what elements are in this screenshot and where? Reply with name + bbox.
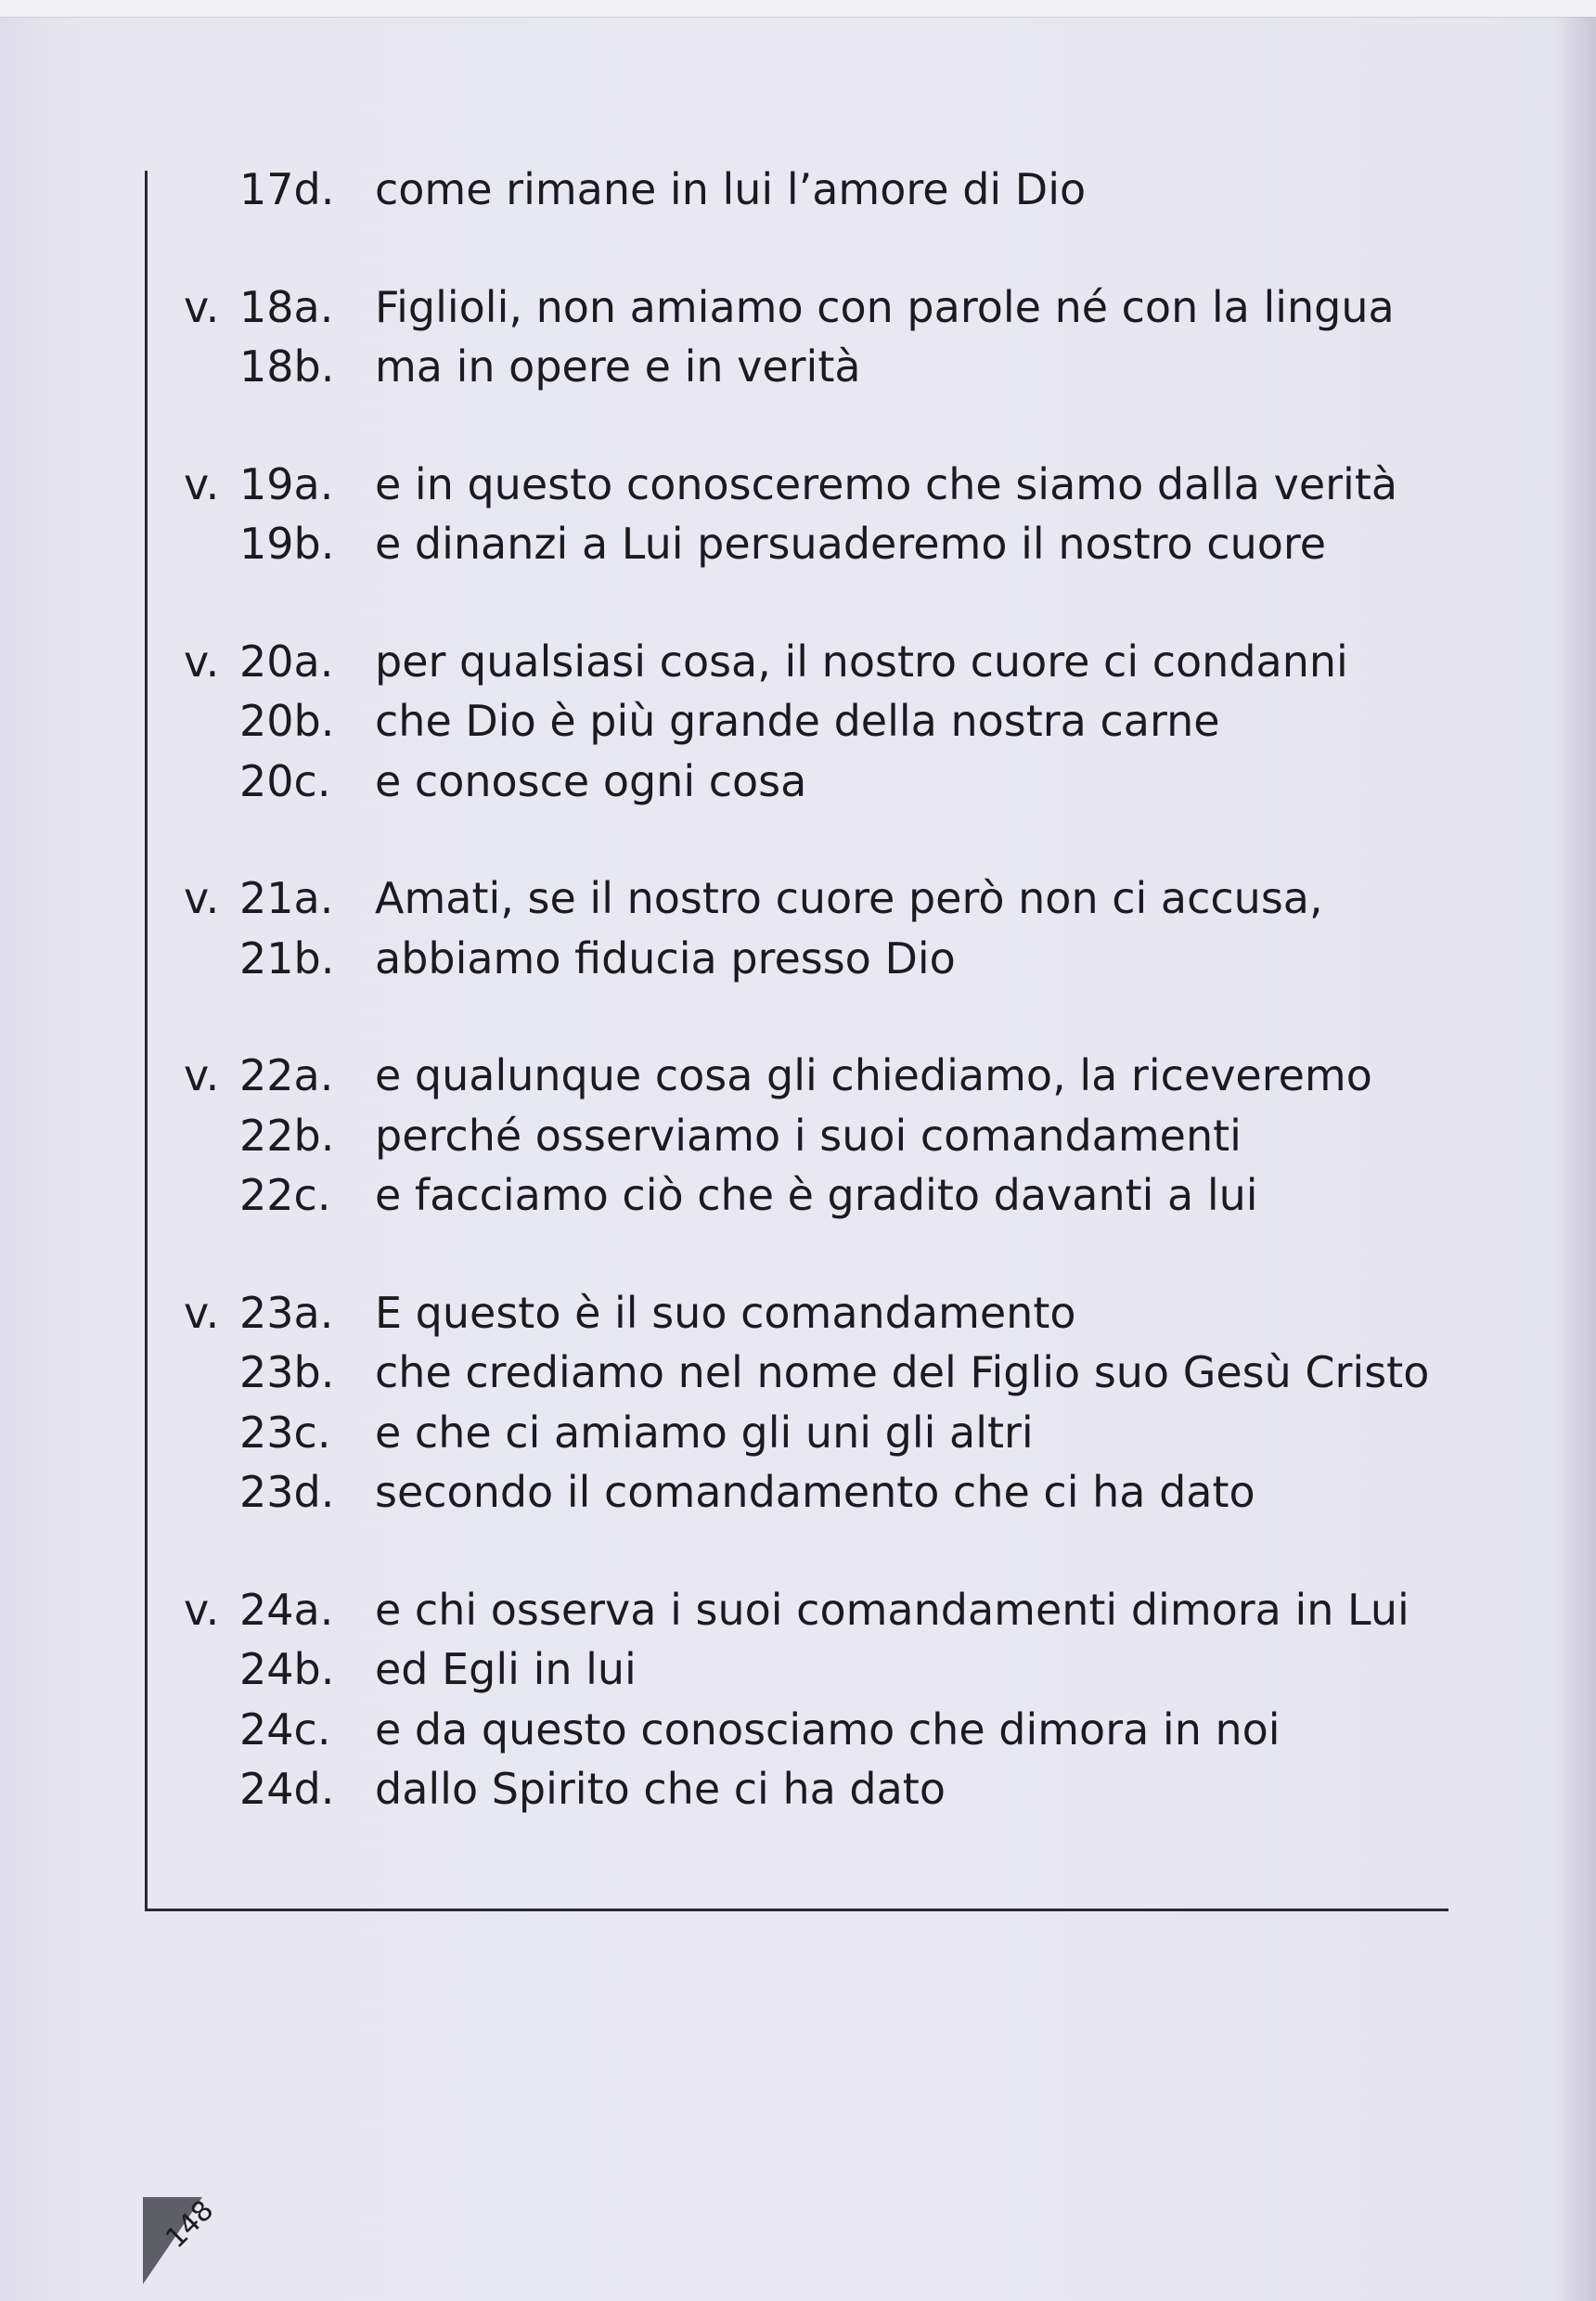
verse-text: perché osserviamo i suoi comandamenti	[375, 1110, 1242, 1161]
page-number: 148	[160, 2193, 221, 2256]
verse-line	[184, 691, 1483, 752]
verse-line	[184, 1462, 1483, 1523]
verse-text: e in questo conosceremo che siamo dalla verità	[375, 458, 1398, 509]
verse-number: 19b.	[239, 519, 335, 569]
verse-line	[184, 752, 1483, 812]
verse-text: ma in opere e in verità	[375, 341, 861, 392]
verse-text: e da questo conosciamo che dimora in noi	[375, 1703, 1281, 1755]
verse-number: 22a.	[239, 1050, 334, 1100]
verse-text: abbiamo fiducia presso Dio	[375, 932, 956, 983]
verse-line	[184, 632, 1483, 692]
verse-text: e chi osserva i suoi comandamenti dimora in Lui	[375, 1584, 1409, 1635]
verse-number: 22b.	[239, 1110, 335, 1161]
page-fold-shadow	[1553, 17, 1596, 2301]
verse-text: che Dio è più grande della nostra carne	[375, 696, 1220, 746]
verse-number: 23c.	[239, 1407, 331, 1458]
verse-number: 19a.	[239, 458, 334, 509]
verse-number: 17d.	[239, 164, 335, 214]
verse-prefix: v.	[184, 281, 220, 332]
verse-number: 23d.	[239, 1467, 335, 1517]
verse-line	[184, 1283, 1483, 1343]
verse-line	[184, 1759, 1483, 1819]
verse-number: 24c.	[239, 1703, 331, 1755]
verse-text: ed Egli in lui	[375, 1644, 637, 1694]
verse-number: 21a.	[239, 873, 334, 923]
verse-line	[184, 455, 1483, 515]
verse-text: e dinanzi a Lui persuaderemo il nostro cuore	[375, 519, 1327, 569]
verse-prefix: v.	[184, 873, 220, 923]
verse-line	[184, 1046, 1483, 1106]
verse-number: 20a.	[239, 636, 334, 687]
verse-group	[184, 1580, 1483, 1819]
verse-number: 23a.	[239, 1287, 334, 1338]
verse-line	[184, 1580, 1483, 1640]
verse-text: per qualsiasi cosa, il nostro cuore ci condanni	[375, 636, 1348, 687]
verse-prefix: v.	[184, 1584, 220, 1635]
verse-text: e che ci amiamo gli uni gli altri	[375, 1407, 1034, 1458]
verse-line	[184, 929, 1483, 989]
verse-prefix: v.	[184, 636, 220, 687]
verse-text: e conosce ogni cosa	[375, 755, 807, 806]
verse-number: 18b.	[239, 341, 335, 392]
verse-text: e qualunque cosa gli chiediamo, la riceveremo	[375, 1050, 1372, 1100]
verse-text: Amati, se il nostro cuore però non ci accusa,	[375, 873, 1323, 923]
verse-group	[184, 1283, 1483, 1523]
verse-number: 23b.	[239, 1347, 335, 1397]
verse-prefix: v.	[184, 1287, 220, 1338]
verse-line	[184, 337, 1483, 397]
verse-group	[184, 1046, 1483, 1226]
verse-text: come rimane in lui l’amore di Dio	[375, 164, 1087, 214]
verse-line	[184, 1639, 1483, 1700]
verse-number: 22c.	[239, 1170, 331, 1220]
verse-text: e facciamo ciò che è gradito davanti a lui	[375, 1170, 1258, 1220]
verse-line	[184, 1403, 1483, 1463]
verse-line	[184, 1106, 1483, 1166]
verse-line	[184, 1165, 1483, 1226]
verse-list	[184, 160, 1483, 1877]
verse-number: 18a.	[239, 281, 334, 332]
verse-text: secondo il comandamento che ci ha dato	[375, 1467, 1255, 1517]
verse-group	[184, 632, 1483, 812]
verse-line	[184, 160, 1483, 220]
verse-line	[184, 1700, 1483, 1760]
verse-number: 20b.	[239, 696, 335, 746]
verse-text: Figlioli, non amiamo con parole né con la lingua	[375, 281, 1395, 332]
verse-group	[184, 277, 1483, 397]
verse-number: 20c.	[239, 755, 331, 806]
verse-number: 24b.	[239, 1644, 335, 1694]
verse-group	[184, 868, 1483, 988]
page-top-edge	[0, 0, 1596, 18]
verse-text: che crediamo nel nome del Figlio suo Gesù Cristo	[375, 1347, 1430, 1397]
verse-number: 21b.	[239, 932, 335, 983]
verse-prefix: v.	[184, 1050, 220, 1100]
verse-number: 24d.	[239, 1764, 335, 1814]
verse-line	[184, 868, 1483, 929]
verse-line	[184, 277, 1483, 338]
verse-number: 24a.	[239, 1584, 334, 1635]
verse-line	[184, 514, 1483, 574]
verse-text: E questo è il suo comandamento	[375, 1287, 1076, 1338]
verse-group	[184, 160, 1483, 220]
verse-prefix: v.	[184, 458, 220, 509]
verse-group	[184, 455, 1483, 574]
verse-line	[184, 1343, 1483, 1403]
verse-text: dallo Spirito che ci ha dato	[375, 1764, 946, 1814]
